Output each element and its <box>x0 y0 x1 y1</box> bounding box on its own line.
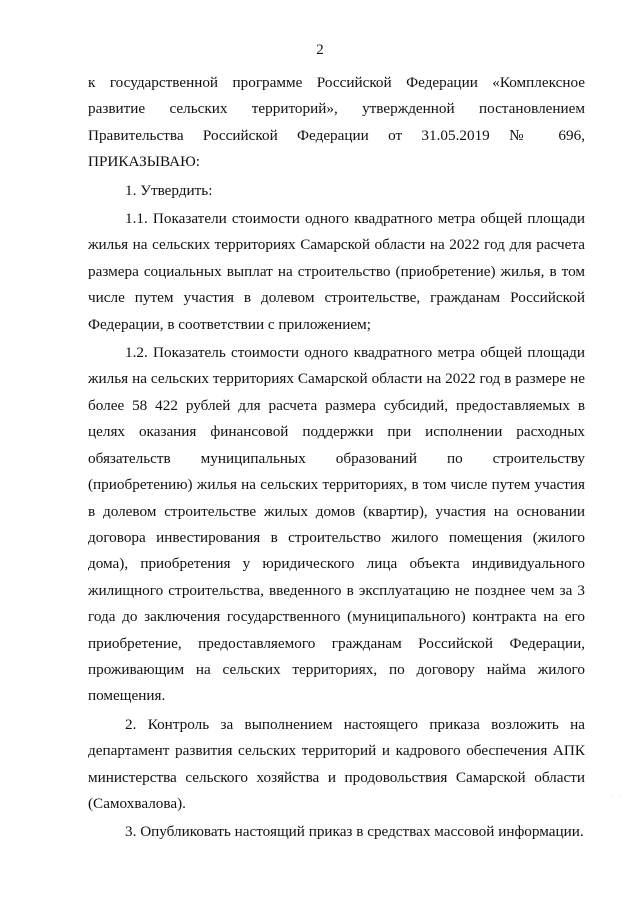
scan-speck-mark: · · <box>611 794 623 800</box>
document-body <box>88 70 585 846</box>
paragraph-order-heading: ПРИКАЗЫВАЮ: <box>88 153 200 171</box>
paragraph-item-1-2: 1.2. Показатель стоимости одного квадратного метра общей площади жилья на сельских территориях Самарской области на 2022 год в размере не более 58 422 рублей для расчета размера субсидий, предоставляемых в целях оказания финансовой поддержки при исполнении расходных обязательств муниципальных образований по строительству (приобретению) жилья на сельских территориях, в том числе путем участия в долевом строительстве жилых домов (квартир), участия на основании договора инвестирования в строительство жилого помещения (жилого дома), приобретения у юридического лица объекта индивидуального жилищного строительства, введенного в эксплуатацию не позднее чем за 3 года до заключения государственного (муниципального) контракта на его приобретение, предоставляемого гражданам Российской Федерации, проживающим на сельских территориях, по договору найма жилого помещения. <box>88 344 585 705</box>
paragraph-item-1-1: 1.1. Показатели стоимости одного квадратного метра общей площади жилья на сельских территориях Самарской области на 2022 год для расчета размера социальных выплат на строительство (приобретение) жилья, в том числе путем участия в долевом строительстве, гражданам Российской Федерации, в соответствии с приложением; <box>88 210 585 333</box>
paragraph-item-2-control: 2. Контроль за выполнением настоящего приказа возложить на департамент развития сельских территорий и кадрового обеспечения АПК министерства сельского хозяйства и продовольствия Самарской области (Самохвалова). <box>88 715 585 812</box>
paragraph-item-3-publish: 3. Опубликовать настоящий приказ в средствах массовой информации. <box>125 823 584 841</box>
paragraph-approve: 1. Утвердить: <box>125 181 213 199</box>
paragraph-program-reference: к государственной программе Российской Федерации «Комплексное развитие сельских территорий», утвержденной постановлением Правительства Российской Федерации от 31.05.2019 № 696, <box>88 74 585 144</box>
page-number: 2 <box>316 42 324 58</box>
